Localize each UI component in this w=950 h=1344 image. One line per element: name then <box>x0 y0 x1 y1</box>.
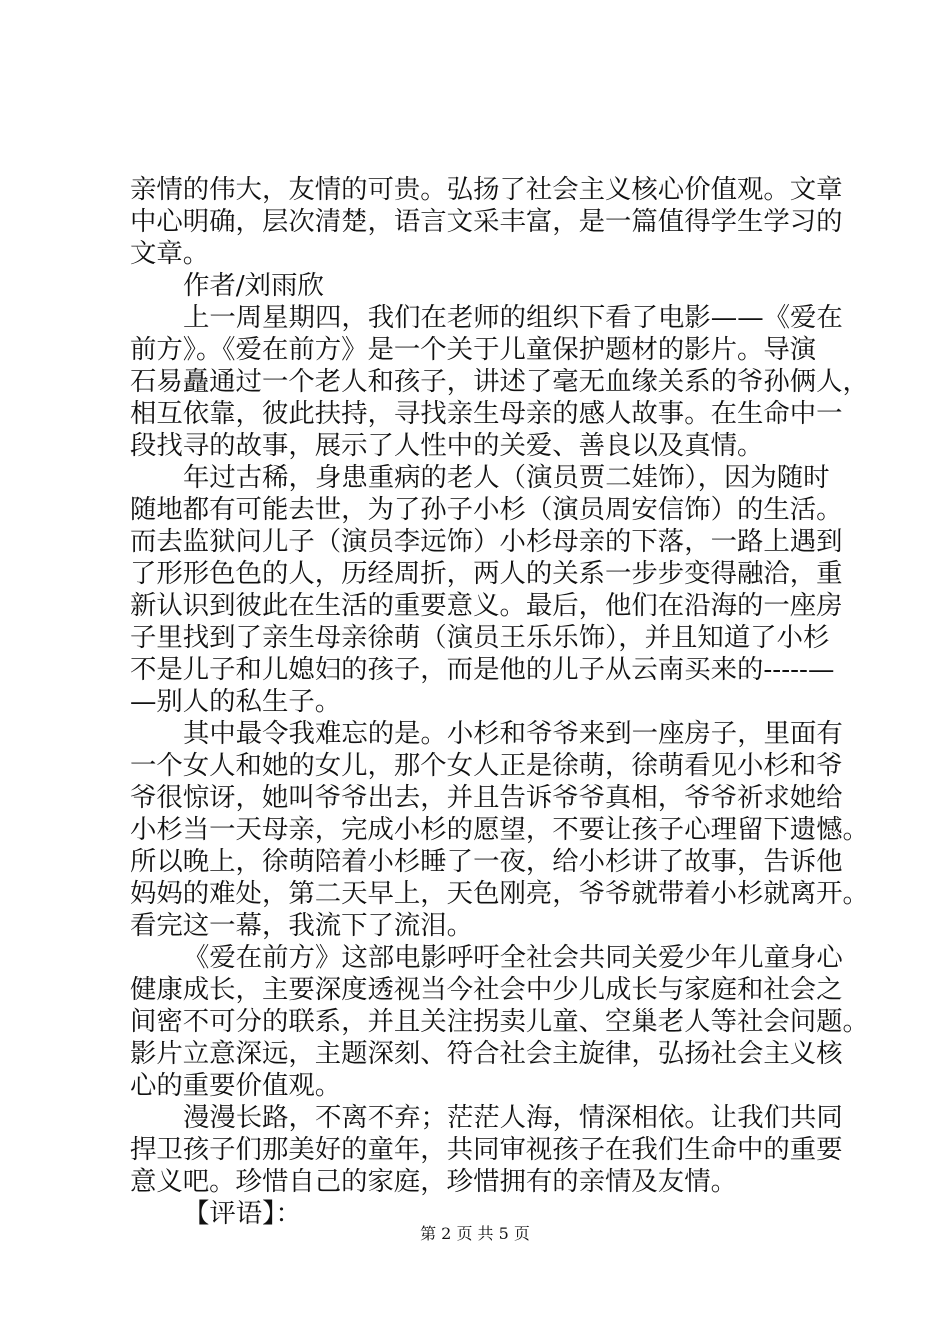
text-line: 了形形色色的人，历经周折，两人的关系一步步变得融洽，重 <box>130 558 843 589</box>
text-line: 相互依靠，彼此扶持，寻找亲生母亲的感人故事。在生命中一 <box>130 398 843 429</box>
paragraph-first-line: 其中最令我难忘的是。小杉和爷爷来到一座房子，里面有 <box>183 718 843 749</box>
text-line: 一个女人和她的女儿，那个女人正是徐萌，徐萌看见小杉和爷 <box>130 750 843 781</box>
text-line: 前方》。《爱在前方》是一个关于儿童保护题材的影片。导演 <box>130 334 817 365</box>
text-line: 不是儿子和儿媳妇的孩子，而是他的儿子从云南买来的-----— <box>130 654 835 685</box>
text-line: 健康成长，主要深度透视当今社会中少儿成长与家庭和社会之 <box>130 974 843 1005</box>
text-line: 妈妈的难处，第二天早上，天色刚亮，爷爷就带着小杉就离开。 <box>130 878 869 909</box>
document-body <box>130 174 869 1230</box>
text-line: 意义吧。珍惜自己的家庭，珍惜拥有的亲情及友情。 <box>130 1166 737 1197</box>
paragraph-first-line: 上一周星期四，我们在老师的组织下看了电影——《爱在 <box>183 302 843 333</box>
text-line: 小杉当一天母亲，完成小杉的愿望，不要让孩子心理留下遗憾。 <box>130 814 869 845</box>
paragraph-first-line: 【评语】： <box>183 1198 302 1229</box>
text-line: 段找寻的故事，展示了人性中的关爱、善良以及真情。 <box>130 430 764 461</box>
text-line: 心的重要价值观。 <box>130 1070 342 1101</box>
text-line: 随地都有可能去世，为了孙子小杉（演员周安信饰）的生活。 <box>130 494 843 525</box>
paragraph-first-line: 年过古稀，身患重病的老人（演员贾二娃饰），因为随时 <box>183 462 830 493</box>
page-footer <box>0 1224 950 1244</box>
text-line: 间密不可分的联系，并且关注拐卖儿童、空巢老人等社会问题。 <box>130 1006 869 1037</box>
paragraph-first-line: 作者/刘雨欣 <box>183 270 324 301</box>
text-line: 中心明确，层次清楚，语言文采丰富，是一篇值得学生学习的 <box>130 206 843 237</box>
text-line: 而去监狱问儿子（演员李远饰）小杉母亲的下落，一路上遇到 <box>130 526 843 557</box>
text-line: 子里找到了亲生母亲徐萌（演员王乐乐饰），并且知道了小杉 <box>130 622 830 653</box>
text-line: 文章。 <box>130 238 210 269</box>
text-line: 影片立意深远，主题深刻、符合社会主旋律，弘扬社会主义核 <box>130 1038 843 1069</box>
paragraph-first-line: 漫漫长路，不离不弃；茫茫人海，情深相依。让我们共同 <box>183 1102 843 1133</box>
paragraph-first-line: 《爱在前方》这部电影呼吁全社会共同关爱少年儿童身心 <box>183 942 843 973</box>
page-number-label: 第 2 页 共 5 页 <box>420 1224 530 1243</box>
text-line: 新认识到彼此在生活的重要意义。最后，他们在沿海的一座房 <box>130 590 843 621</box>
text-line: 所以晚上，徐萌陪着小杉睡了一夜，给小杉讲了故事，告诉他 <box>130 846 843 877</box>
text-line: 石易矗通过一个老人和孩子，讲述了毫无血缘关系的爷孙俩人， <box>130 366 869 397</box>
text-line: 爷很惊讶，她叫爷爷出去，并且告诉爷爷真相，爷爷祈求她给 <box>130 782 843 813</box>
text-line: 看完这一幕，我流下了流泪。 <box>130 910 474 941</box>
text-line: 亲情的伟大，友情的可贵。弘扬了社会主义核心价值观。文章 <box>130 174 843 205</box>
text-line: —别人的私生子。 <box>130 686 342 717</box>
text-line: 捍卫孩子们那美好的童年，共同审视孩子在我们生命中的重要 <box>130 1134 843 1165</box>
